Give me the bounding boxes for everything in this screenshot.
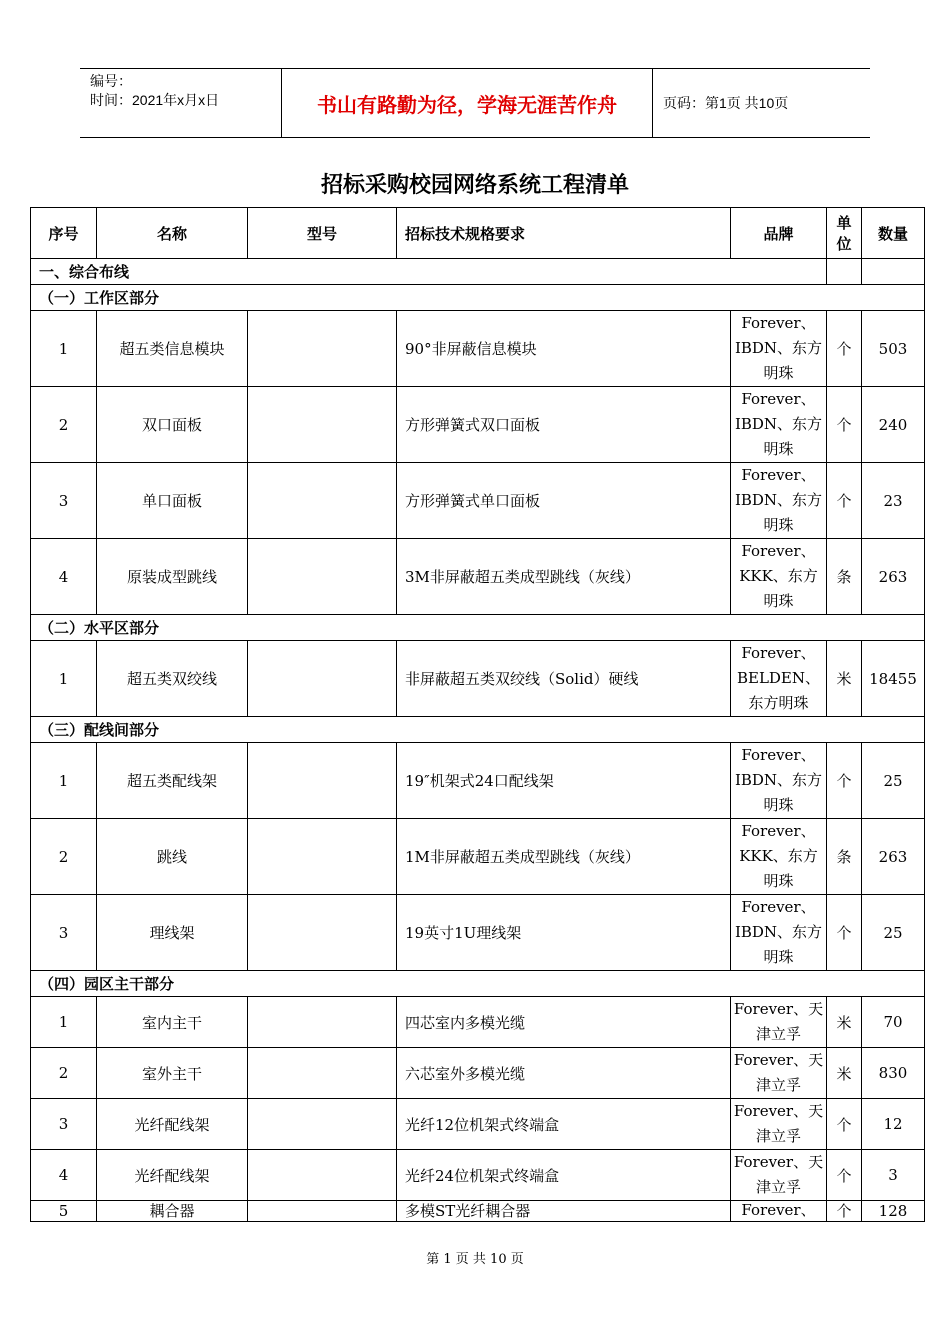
document-title: 招标采购校园网络系统工程清单 [320, 173, 629, 198]
item-brand: Forever、IBDN、东方明珠 [731, 743, 827, 819]
item-brand: Forever、IBDN、东方明珠 [731, 387, 827, 463]
item-quantity: 70 [862, 997, 925, 1048]
item-name: 光纤配线架 [97, 1150, 248, 1201]
item-unit: 米 [827, 1048, 862, 1099]
item-quantity: 263 [862, 819, 925, 895]
item-spec: 四芯室内多模光缆 [397, 997, 731, 1048]
table-row [31, 1099, 925, 1150]
table-row [31, 997, 925, 1048]
item-brand: Forever、天津立孚 [731, 1099, 827, 1150]
item-spec: 多模ST光纤耦合器 [397, 1201, 731, 1222]
table-row [31, 463, 925, 539]
section-row [31, 615, 925, 641]
table-row [31, 1201, 925, 1222]
item-unit: 个 [827, 1201, 862, 1222]
item-name: 超五类信息模块 [97, 311, 248, 387]
row-number: 2 [31, 819, 97, 895]
col-header-brand: 品牌 [731, 208, 827, 259]
col-header-no: 序号 [31, 208, 97, 259]
item-brand: Forever、IBDN、东方明珠 [731, 311, 827, 387]
item-brand: Forever、IBDN、东方明珠 [731, 895, 827, 971]
row-number: 1 [31, 311, 97, 387]
item-brand: Forever、KKK、东方明珠 [731, 539, 827, 615]
item-brand: Forever、KKK、东方明珠 [731, 819, 827, 895]
item-spec: 光纤12位机架式终端盒 [397, 1099, 731, 1150]
item-quantity: 503 [862, 311, 925, 387]
row-number: 4 [31, 1150, 97, 1201]
header-meta [80, 69, 282, 137]
row-number: 1 [31, 743, 97, 819]
item-model [248, 1048, 397, 1099]
row-number: 5 [31, 1201, 97, 1222]
document-header [80, 68, 870, 138]
item-spec: 非屏蔽超五类双绞线（Solid）硬线 [397, 641, 731, 717]
item-spec: 光纤24位机架式终端盒 [397, 1150, 731, 1201]
item-unit: 个 [827, 1150, 862, 1201]
item-model [248, 1201, 397, 1222]
row-number: 3 [31, 895, 97, 971]
item-brand: Forever、IBDN、东方明珠 [731, 463, 827, 539]
item-unit: 个 [827, 895, 862, 971]
item-spec: 1M非屏蔽超五类成型跳线（灰线） [397, 819, 731, 895]
item-quantity: 25 [862, 895, 925, 971]
section-title: （三）配线间部分 [31, 717, 925, 743]
item-model [248, 641, 397, 717]
number-label: 编号： [90, 73, 132, 89]
col-header-qty: 数量 [862, 208, 925, 259]
item-name: 原装成型跳线 [97, 539, 248, 615]
item-name: 跳线 [97, 819, 248, 895]
col-header-name: 名称 [97, 208, 248, 259]
table-header-row [31, 208, 925, 259]
page-footer: 第 1 页 共 10 页 [426, 1252, 524, 1267]
empty-cell [862, 259, 925, 285]
item-unit: 个 [827, 1099, 862, 1150]
item-spec: 方形弹簧式单口面板 [397, 463, 731, 539]
item-brand: Forever、天津立孚 [731, 1048, 827, 1099]
item-unit: 个 [827, 463, 862, 539]
item-name: 双口面板 [97, 387, 248, 463]
item-unit: 米 [827, 997, 862, 1048]
item-brand: Forever、天津立孚 [731, 1150, 827, 1201]
item-name: 光纤配线架 [97, 1099, 248, 1150]
item-unit: 条 [827, 819, 862, 895]
section-title: （二）水平区部分 [31, 615, 925, 641]
item-quantity: 3 [862, 1150, 925, 1201]
item-model [248, 819, 397, 895]
item-unit: 米 [827, 641, 862, 717]
time-label: 时间：2021年x月x日 [90, 92, 220, 108]
row-number: 1 [31, 997, 97, 1048]
item-unit: 条 [827, 539, 862, 615]
item-name: 耦合器 [97, 1201, 248, 1222]
item-quantity: 12 [862, 1099, 925, 1150]
item-quantity: 128 [862, 1201, 925, 1222]
table-row [31, 743, 925, 819]
bid-list-table [30, 207, 925, 1222]
col-header-spec: 招标技术规格要求 [397, 208, 731, 259]
table-row [31, 641, 925, 717]
section-title: （四）园区主干部分 [31, 971, 925, 997]
section-row [31, 285, 925, 311]
table-row [31, 1150, 925, 1201]
empty-cell [827, 259, 862, 285]
row-number: 1 [31, 641, 97, 717]
row-number: 2 [31, 387, 97, 463]
table-row [31, 387, 925, 463]
item-spec: 19″机架式24口配线架 [397, 743, 731, 819]
item-name: 超五类配线架 [97, 743, 248, 819]
item-model [248, 463, 397, 539]
item-brand: Forever、 [731, 1201, 827, 1222]
header-page-code: 页码：第1页 共10页 [663, 95, 789, 111]
item-quantity: 830 [862, 1048, 925, 1099]
item-brand: Forever、BELDEN、东方明珠 [731, 641, 827, 717]
item-spec: 3M非屏蔽超五类成型跳线（灰线） [397, 539, 731, 615]
item-unit: 个 [827, 311, 862, 387]
item-quantity: 25 [862, 743, 925, 819]
row-number: 4 [31, 539, 97, 615]
item-unit: 个 [827, 743, 862, 819]
row-number: 3 [31, 463, 97, 539]
item-model [248, 387, 397, 463]
item-model [248, 895, 397, 971]
row-number: 2 [31, 1048, 97, 1099]
item-model [248, 1150, 397, 1201]
section-title: 一、综合布线 [31, 259, 827, 285]
table-row [31, 895, 925, 971]
item-model [248, 311, 397, 387]
item-name: 单口面板 [97, 463, 248, 539]
item-name: 理线架 [97, 895, 248, 971]
table-row [31, 311, 925, 387]
item-quantity: 23 [862, 463, 925, 539]
item-model [248, 743, 397, 819]
col-header-model: 型号 [248, 208, 397, 259]
section-row [31, 971, 925, 997]
section-row [31, 259, 925, 285]
item-brand: Forever、天津立孚 [731, 997, 827, 1048]
item-quantity: 263 [862, 539, 925, 615]
item-quantity: 18455 [862, 641, 925, 717]
item-model [248, 539, 397, 615]
item-spec: 90°非屏蔽信息模块 [397, 311, 731, 387]
item-name: 室内主干 [97, 997, 248, 1048]
header-motto: 书山有路勤为径，学海无涯苦作舟 [282, 69, 653, 137]
item-name: 超五类双绞线 [97, 641, 248, 717]
item-spec: 六芯室外多模光缆 [397, 1048, 731, 1099]
row-number: 3 [31, 1099, 97, 1150]
table-row [31, 539, 925, 615]
item-model [248, 1099, 397, 1150]
item-spec: 19英寸1U理线架 [397, 895, 731, 971]
item-name: 室外主干 [97, 1048, 248, 1099]
table-row [31, 1048, 925, 1099]
section-row [31, 717, 925, 743]
col-header-unit: 单位 [827, 208, 862, 259]
item-spec: 方形弹簧式双口面板 [397, 387, 731, 463]
item-quantity: 240 [862, 387, 925, 463]
table-row [31, 819, 925, 895]
item-model [248, 997, 397, 1048]
section-title: （一）工作区部分 [31, 285, 925, 311]
item-unit: 个 [827, 387, 862, 463]
